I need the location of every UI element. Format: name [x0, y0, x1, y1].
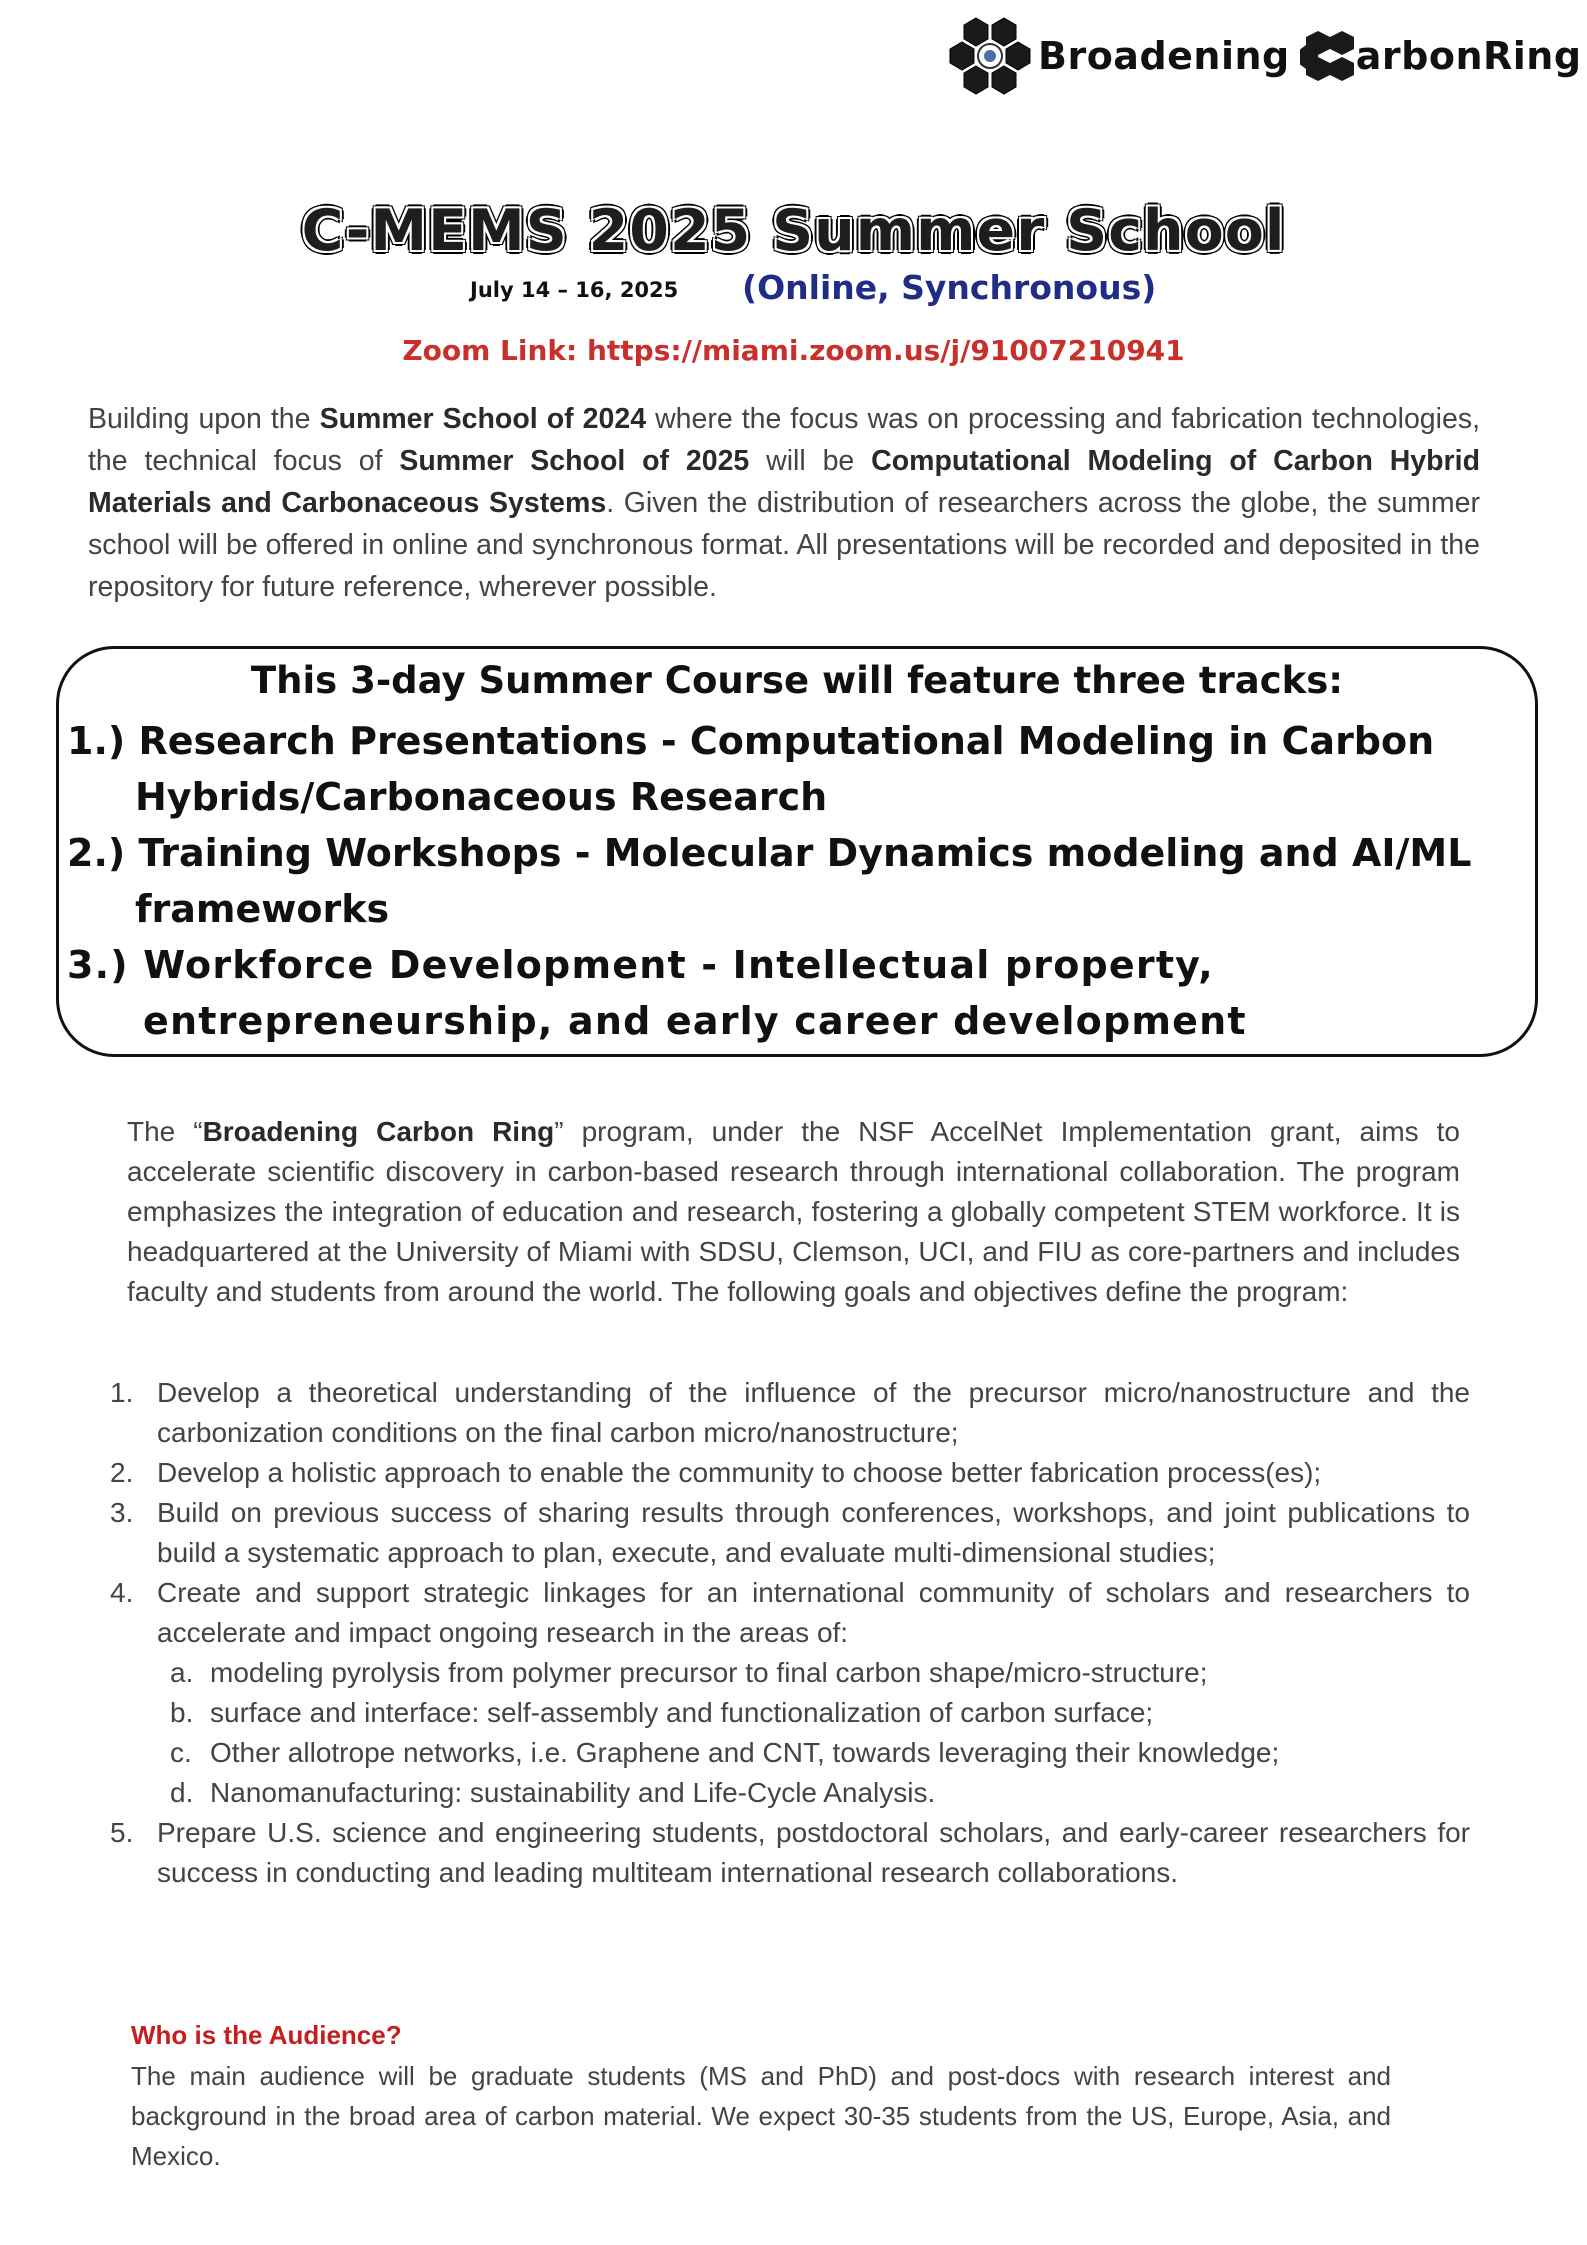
intro-bold-2: Summer School of 2025 — [399, 445, 750, 477]
track-line: 3.) Workforce Development - Intellectual property, — [67, 943, 1214, 987]
goal-text: Prepare U.S. science and engineering students, postdoctoral scholars, and early-career researchers for success in conducting and leading multiteam international research collaborations. — [157, 1817, 1470, 1888]
list-item — [110, 1493, 1470, 1573]
goal-number: 5. — [110, 1817, 134, 1848]
tracks-box — [56, 646, 1538, 1057]
program-paragraph — [127, 1112, 1460, 1312]
track-item — [67, 825, 1471, 937]
goal-number: 3. — [110, 1497, 134, 1528]
goals-list — [110, 1373, 1470, 1893]
event-dates: July 14 – 16, 2025 — [470, 278, 679, 302]
track-line-continued: frameworks — [135, 887, 390, 931]
goal-number: 4. — [110, 1577, 134, 1608]
list-item — [110, 1693, 1470, 1733]
logo-text-carbonring: arbonRing — [1355, 34, 1582, 78]
logo-text-broadening: Broadening — [1038, 34, 1290, 78]
tracks-heading: This 3-day Summer Course will feature three tracks: — [250, 659, 1344, 702]
subgoal-text: modeling pyrolysis from polymer precursor to final carbon shape/micro-structure; — [210, 1657, 1208, 1688]
list-item — [110, 1773, 1470, 1813]
list-item — [110, 1813, 1470, 1893]
broadening-carbon-ring-logo — [948, 16, 1582, 96]
goal-number: 1. — [110, 1377, 134, 1408]
hexagon-c-icon — [1300, 29, 1356, 83]
subgoal-letter: b. — [170, 1697, 194, 1728]
list-item — [110, 1733, 1470, 1773]
goal-text: Develop a holistic approach to enable the community to choose better fabrication process(es); — [157, 1457, 1322, 1488]
intro-text-2: where the focus was on processing and fabrication technologies, the technical focus of — [88, 403, 1480, 477]
track-line: 2.) Training Workshops - Molecular Dynamics modeling and AI/ML — [67, 831, 1472, 875]
intro-text-1: Building upon the — [88, 403, 320, 435]
list-item — [110, 1373, 1470, 1453]
subgoal-text: surface and interface: self-assembly and functionalization of carbon surface; — [210, 1697, 1154, 1728]
list-item — [110, 1453, 1470, 1493]
program-text-1: The “ — [127, 1116, 203, 1147]
audience-heading: Who is the Audience? — [131, 2020, 402, 2050]
subgoal-text: Other allotrope networks, i.e. Graphene and CNT, towards leveraging their knowledge; — [210, 1737, 1280, 1768]
goal-text: Build on previous success of sharing results through conferences, workshops, and joint publications to build a systematic approach to plan, execute, and evaluate multi-dimensional studies; — [157, 1497, 1470, 1568]
subgoal-letter: d. — [170, 1777, 194, 1808]
subgoal-letter: c. — [170, 1737, 192, 1768]
track-item — [67, 937, 1247, 1049]
hexagon-cluster-logo-icon — [948, 16, 1032, 96]
track-line-continued: Hybrids/Carbonaceous Research — [135, 775, 828, 819]
audience-paragraph: The main audience will be graduate students (MS and PhD) and post-docs with research interest and background in the broad area of carbon material. We expect 30-35 students from the US, Europe, Asia, and Mexico. — [131, 2061, 1391, 2171]
program-bold: Broadening Carbon Ring — [202, 1116, 555, 1147]
track-item — [67, 713, 1434, 825]
intro-text-4: . Given the distribution of researchers across the globe, the summer school will be offered in online and synchronous format. All presentations will be recorded and deposited in the repository for future reference, wherever possible. — [88, 487, 1480, 603]
event-format: (Online, Synchronous) — [742, 268, 1157, 307]
track-line-continued: entrepreneurship, and early career development — [143, 999, 1247, 1043]
intro-bold-3: Computational Modeling of Carbon Hybrid Materials and Carbonaceous Systems — [88, 445, 1480, 519]
list-item — [110, 1573, 1470, 1813]
track-line: 1.) Research Presentations - Computational Modeling in Carbon — [67, 719, 1435, 763]
goal-text: Create and support strategic linkages for an international community of scholars and researchers to accelerate and impact ongoing research in the areas of: — [157, 1577, 1470, 1648]
goal-number: 2. — [110, 1457, 134, 1488]
list-item — [110, 1653, 1470, 1693]
page-title: C-MEMS 2025 Summer School — [301, 198, 1286, 264]
zoom-link[interactable]: Zoom Link: https://miami.zoom.us/j/91007210941 — [402, 334, 1185, 367]
goal-text: Develop a theoretical understanding of the influence of the precursor micro/nanostructure and the carbonization conditions on the final carbon micro/nanostructure; — [157, 1377, 1470, 1448]
program-text-2: ” program, under the NSF AccelNet Implementation grant, aims to accelerate scientific discovery in carbon-based research through international collaboration. The program emphasizes the integration of education and research, fostering a globally competent STEM workforce. It is headquartered at the University of Miami with SDSU, Clemson, UCI, and FIU as core-partners and includes faculty and students from around the world. The following goals and objectives define the program: — [127, 1116, 1461, 1307]
subgoal-letter: a. — [170, 1657, 194, 1688]
intro-paragraph — [88, 398, 1480, 608]
subgoal-text: Nanomanufacturing: sustainability and Life-Cycle Analysis. — [210, 1777, 936, 1808]
subgoals-list — [110, 1653, 1470, 1813]
intro-text-3: will be — [749, 445, 872, 477]
intro-bold-1: Summer School of 2024 — [319, 403, 647, 435]
